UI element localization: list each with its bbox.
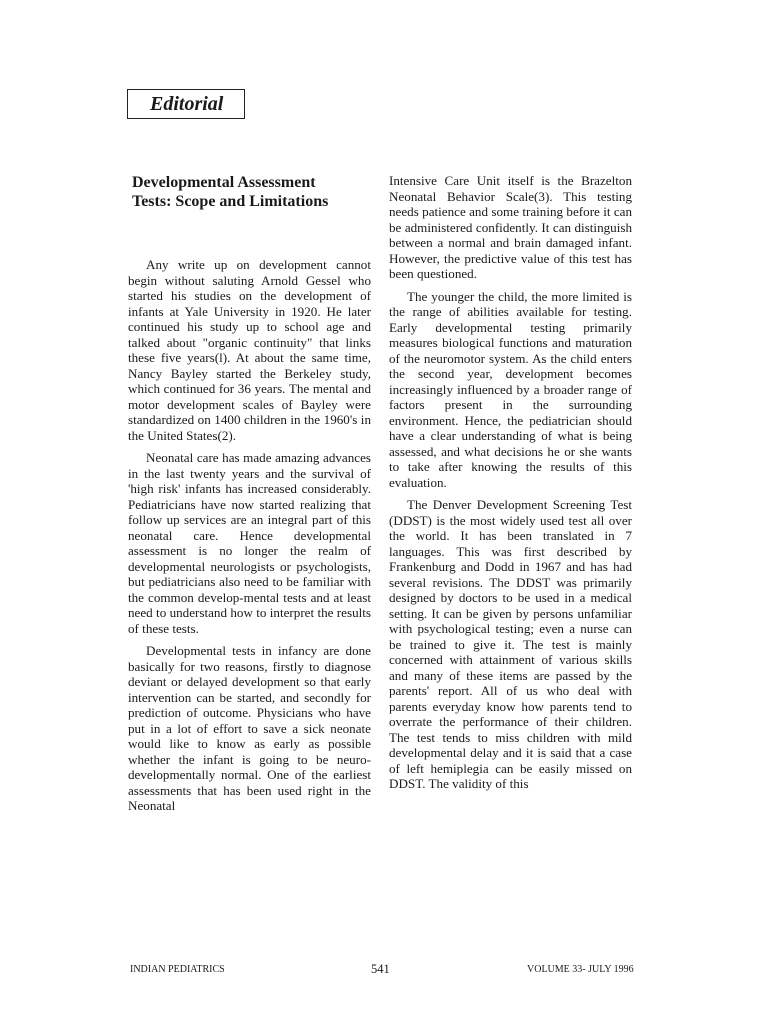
paragraph: Intensive Care Unit itself is the Brazelton Neonatal Behavior Scale(3). This testing needs patience and some training before it can be administered confidently. It can distinguish between a normal and brain damaged infant. However, the predictive value of this test has been questioned. [389, 173, 632, 281]
right-column [389, 173, 632, 799]
paragraph: Neonatal care has made amazing advances in the last twenty years and the survival of 'high risk' infants has increased considerably. Pediatricians have now started realizing that follow up services are an integral part of this neonatal care. Hence developmental assessment is no longer the realm of developmental neurologists or psychologists, but pediatricians also need to be familiar with the common develop-mental tests and at least need to understand how to interpret the results of these tests. [128, 450, 371, 636]
footer-volume: VOLUME 33- JULY 1996 [527, 964, 634, 975]
footer-journal: INDIAN PEDIATRICS [130, 964, 225, 975]
article-title-line-1: Developmental Assessment [132, 174, 316, 191]
paragraph: Any write up on development cannot begin without saluting Arnold Gessel who started his studies on the development of infants at Yale University in 1920. He later continued his study up to school age and talked about "organic continuity" that links these five years(l). At about the same time, Nancy Bayley started the Berkeley study, which continued for 36 years. The mental and motor development scales of Bayley were standardized on 1400 children in the 1960's in the United States(2). [128, 257, 371, 443]
article-title-line-2: Tests: Scope and Limitations [132, 193, 329, 210]
section-label-box [127, 89, 245, 119]
paragraph: The Denver Development Screening Test (DDST) is the most widely used test all over the world. It has been translated in 7 languages. This was first described by Frankenburg and Dodd in 1967 and has had several revisions. The DDST was primarily designed by doctors to be used in a medical setting. It can be given by persons unfamiliar with psychological testing; even a nurse can be trained to give it. The test is mainly concerned with attainment of various skills and many of these items are passed by the parents' report. All of us who deal with parents everyday know how parents tend to overrate the performance of their children. The test tends to miss children with mild developmental delay and it is said that a case of left hemiplegia can be easily missed on DDST. The validity of this [389, 497, 632, 791]
paragraph: The younger the child, the more limited is the range of abilities available for testing. Early developmental testing primarily measures biological functions and maturation of the neuromotor system. As the child enters the second year, development becomes increasingly influenced by a broader range of factors present in the surrounding environment. Hence, the pediatrician should have a clear understanding of what is being assessed, and what decisions he or she wants to take after knowing the results of this evaluation. [389, 288, 632, 490]
title-spacer [128, 211, 371, 257]
footer-page-number: 541 [371, 962, 390, 976]
article-title [132, 173, 371, 211]
paragraph: Developmental tests in infancy are done basically for two reasons, firstly to diagnose deviant or delayed development so that early intervention can be started, and secondly for prediction of outcome. Physicians who have put in a lot of effort to save a sick neonate would like to know as early as possible whether the infant is going to be neuro-developmentally normal. One of the earliest assessments that has been used right in the Neonatal [128, 643, 371, 813]
section-label: Editorial [150, 93, 224, 115]
left-column [128, 173, 371, 821]
